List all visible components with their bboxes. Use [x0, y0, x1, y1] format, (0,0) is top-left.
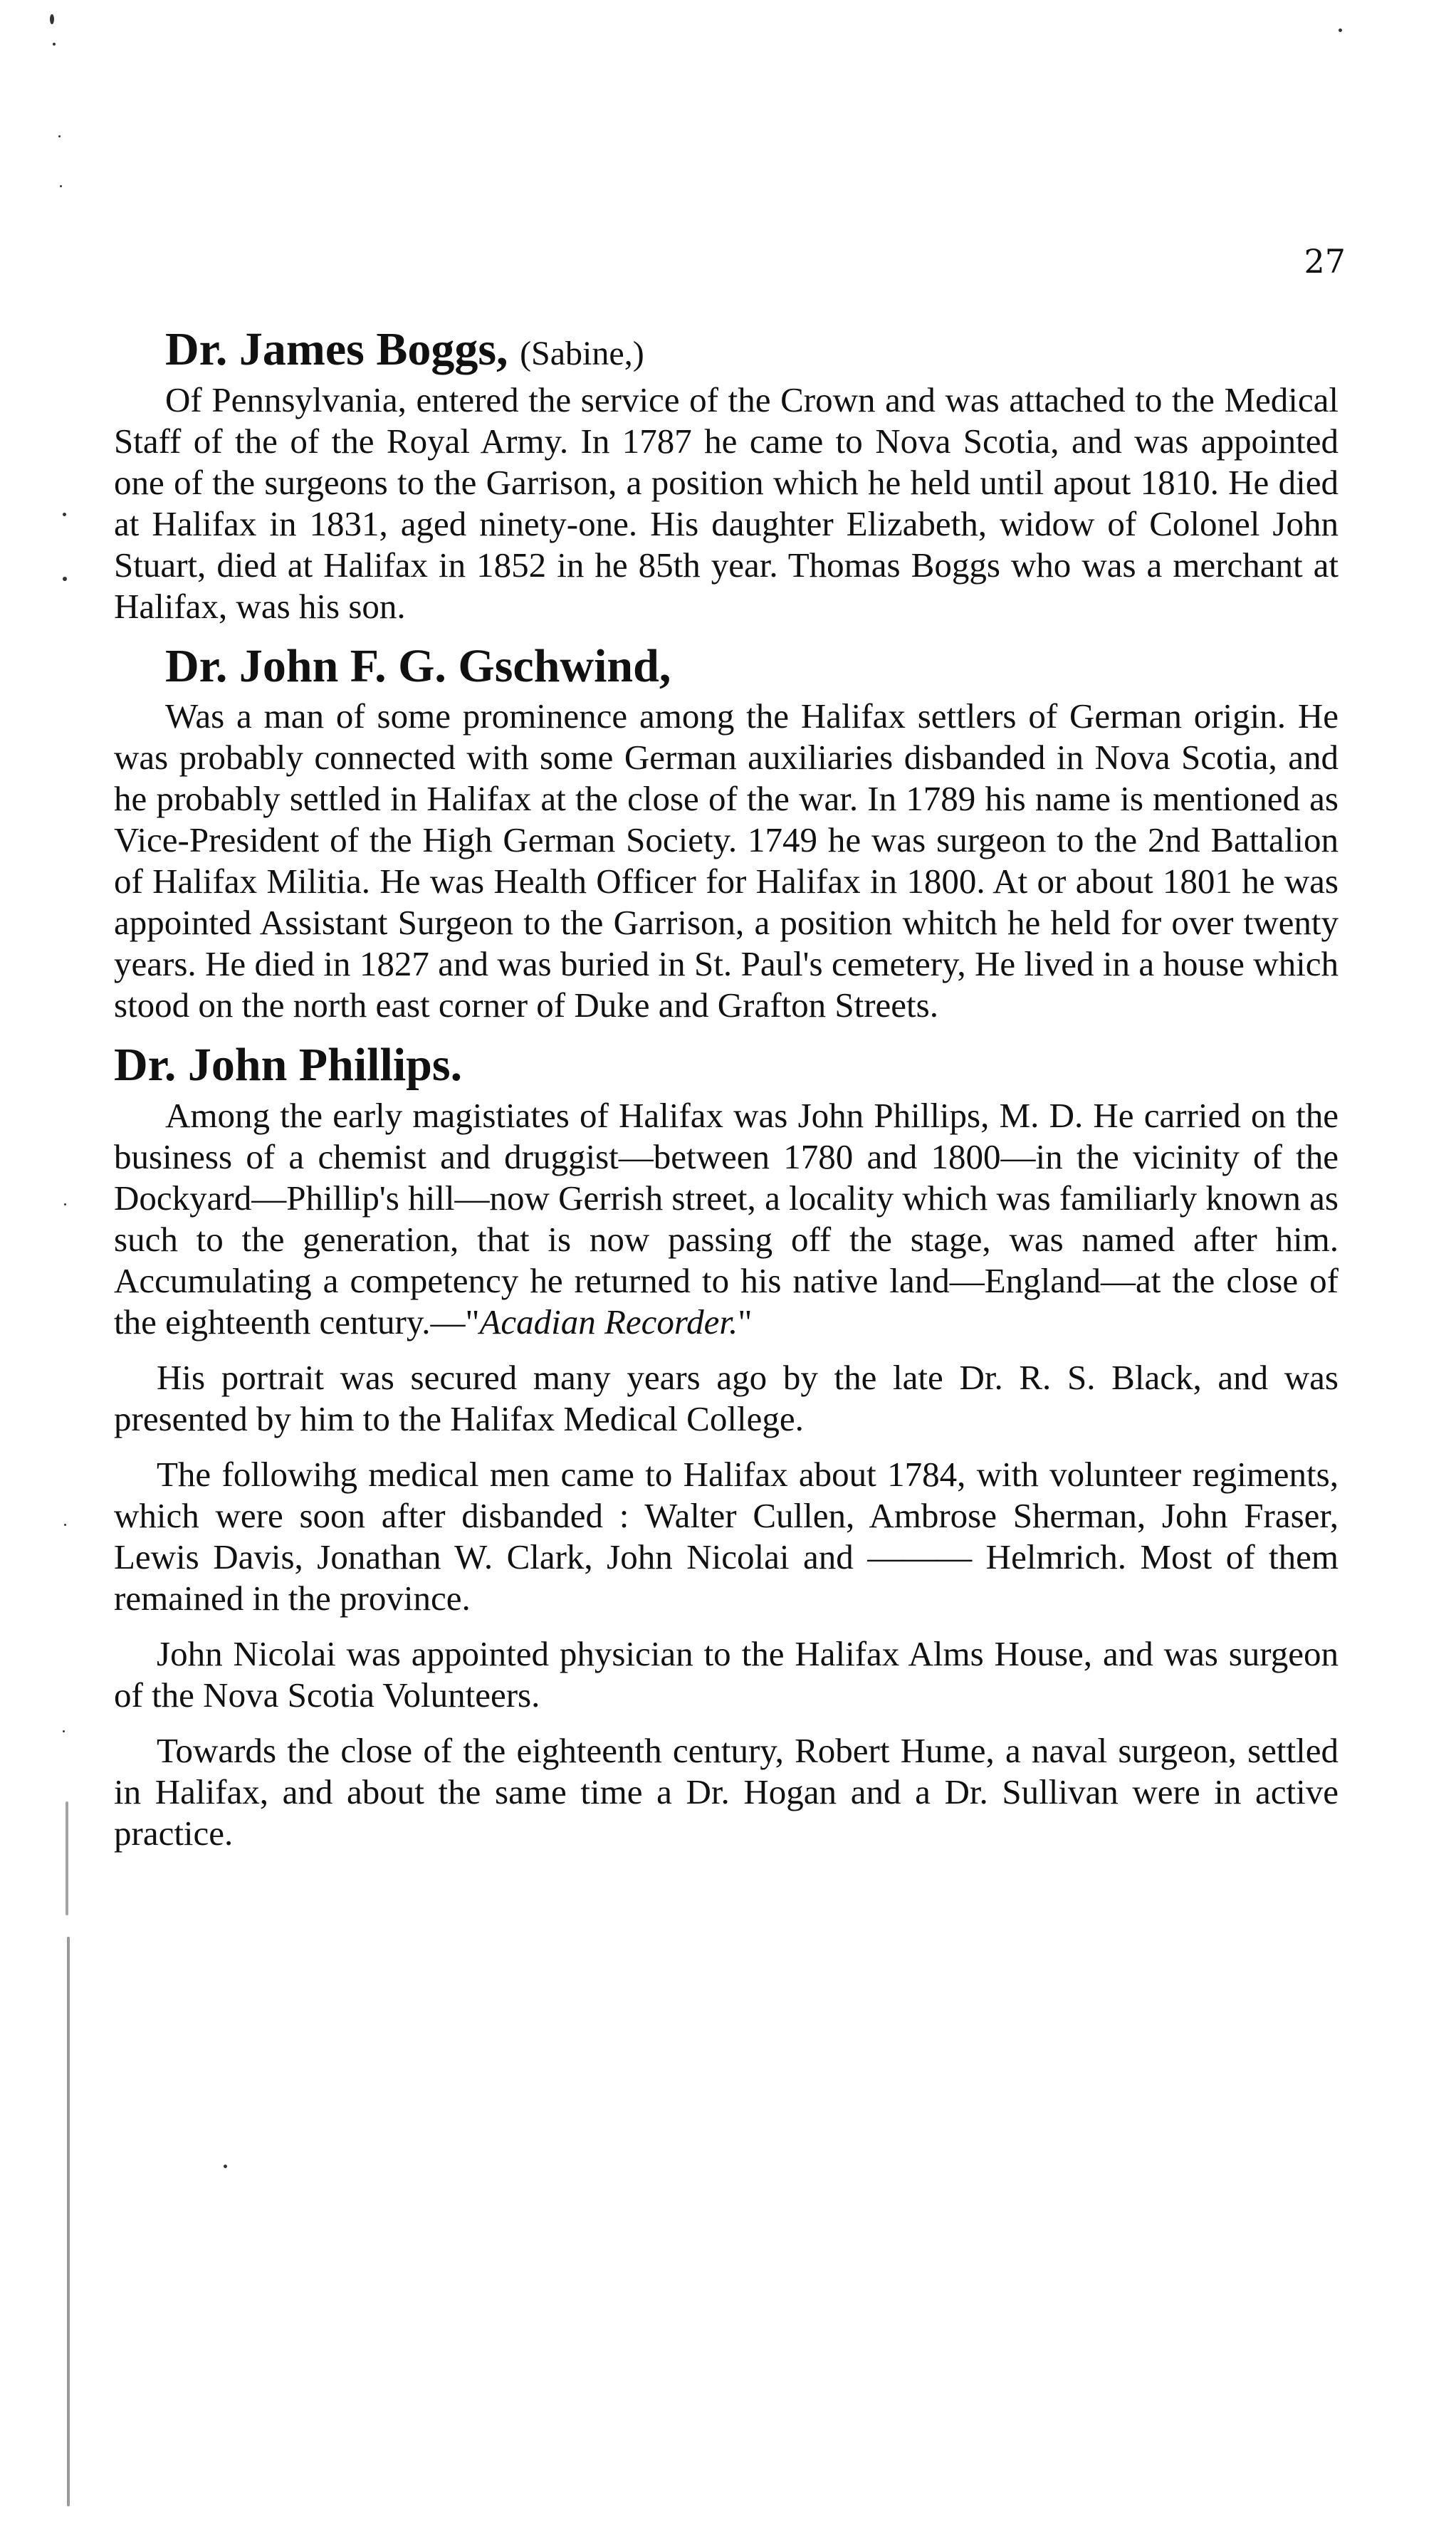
speck [53, 43, 56, 46]
speck [63, 513, 66, 516]
speck [63, 1730, 65, 1732]
speck [64, 1524, 66, 1526]
entry-name: Dr. John F. G. Gschwind, [165, 639, 671, 692]
entry-name: Dr. James Boggs, [165, 323, 508, 375]
entry-heading [114, 1036, 1339, 1095]
entry-john-phillips [114, 1036, 1339, 1854]
speck [64, 1203, 66, 1205]
speck [224, 2165, 227, 2168]
scan-margin-specks [43, 0, 85, 2532]
page-number: 27 [1304, 242, 1346, 281]
entry-john-gschwind [114, 637, 1339, 1027]
speck [63, 577, 67, 581]
entry-paragraph: Towards the close of the eighteenth century, Robert Hume, a naval surgeon, settled in Halifax, and about the same time a Dr. Hogan and a Dr. Sullivan were in active practice. [114, 1730, 1339, 1853]
speck [50, 14, 54, 24]
entry-paragraph: The followihg medical men came to Halifax about 1784, with volunteer regiments, which were soon after disbanded : Walter Cullen, Ambrose Sherman, John Fraser, Lewis Davis, Jonathan W. Clark, John Nicolai and ——— Helmrich. Most of them remained in the province. [114, 1454, 1339, 1618]
paragraph-text: Among the early magistiates of Halifax was John Phillips, M. D. He carried on the business of a chemist and druggist—between 1780 and 1800—in the vicinity of the Dockyard—Phillip's hill—now Gerrish street, a locality which was familiarly known as such to the generation, that is now passing off the stage, was named after him. Accumulating a competency he returned to his native land—England—at the close of the eighteenth century.—" [114, 1095, 1339, 1341]
speck [58, 135, 61, 137]
entry-qualifier: (Sabine,) [520, 335, 644, 372]
entry-paragraph: Was a man of some prominence among the Halifax settlers of German origin. He was probably connected with some German auxiliaries disbanded in Nova Scotia, and he probably settled in Halifax at the close of the war. In 1789 his name is mentioned as Vice-President of the High German Society. 1749 he was surgeon to the 2nd Battalion of Halifax Militia. He was Health Officer for Halifax in 1800. At or about 1801 he was appointed Assistant Surgeon to the Garrison, a position whitch he held for over twenty years. He died in 1827 and was buried in St. Paul's cemetery, He lived in a house which stood on the north east corner of Duke and Grafton Streets. [114, 696, 1339, 1025]
citation-close-quote: " [738, 1302, 753, 1341]
citation-source: Acadian Recorder. [479, 1302, 738, 1341]
entry-james-boggs [114, 320, 1339, 627]
speck [66, 1801, 68, 1915]
speck [67, 1937, 70, 2506]
speck [60, 185, 62, 187]
document-body [114, 320, 1339, 1854]
entry-name: Dr. John Phillips. [114, 1039, 463, 1091]
entry-paragraph: His portrait was secured many years ago by the late Dr. R. S. Black, and was presented by him to the Halifax Medical College. [114, 1357, 1339, 1438]
entry-heading [114, 637, 1339, 696]
entry-heading [114, 320, 1339, 380]
entry-paragraph: Of Pennsylvania, entered the service of the Crown and was attached to the Medical Staff of the of the Royal Army. In 1787 he came to Nova Scotia, and was appointed one of the surgeons to the Garrison, a position which he held until apout 1810. He died at Halifax in 1831, aged ninety-one. His daughter Elizabeth, widow of Colonel John Stuart, died at Halifax in 1852 in he 85th year. Thomas Boggs who was a merchant at Halifax, was his son. [114, 380, 1339, 626]
entry-paragraph: John Nicolai was appointed physician to the Halifax Alms House, and was surgeon of the Nova Scotia Volunteers. [114, 1633, 1339, 1715]
entry-paragraph [114, 1095, 1339, 1343]
speck [1339, 28, 1342, 32]
